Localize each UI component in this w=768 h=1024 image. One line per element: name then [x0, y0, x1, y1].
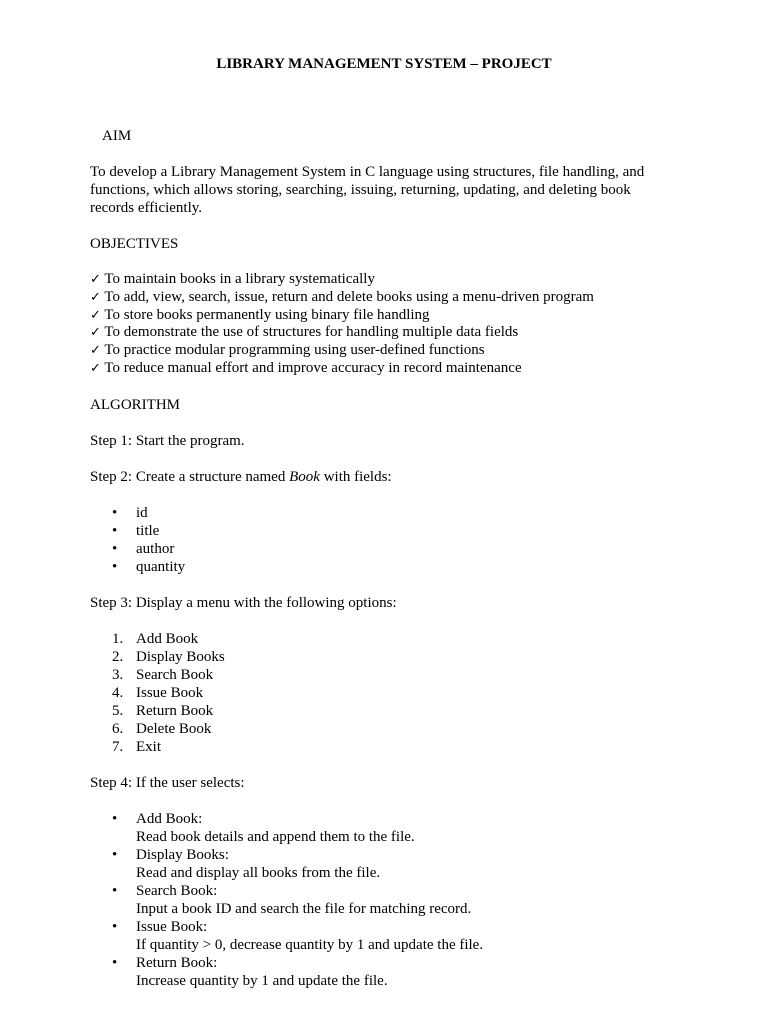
menu-option-text: Search Book — [136, 666, 214, 683]
list-item: • id — [90, 504, 660, 522]
objective-item — [90, 342, 660, 360]
action-label: Return Book: — [136, 954, 218, 971]
list-item — [90, 846, 660, 882]
list-item — [90, 918, 660, 954]
objective-item — [90, 360, 660, 378]
checkmark-icon: ✓ — [90, 289, 101, 305]
menu-option-text: Add Book — [136, 630, 199, 647]
checkmark-icon: ✓ — [90, 325, 101, 341]
aim-paragraph: To develop a Library Management System in C language using structures, file handling, and functions, which allows storing, searching, issuing, returning, updating, and deleting book records efficiently. — [90, 164, 645, 216]
list-item — [90, 882, 660, 918]
objective-text: To maintain books in a library systematically — [104, 271, 375, 287]
list-item — [90, 684, 660, 702]
checkmark-icon: ✓ — [90, 343, 101, 359]
list-item: • author — [90, 540, 660, 558]
list-number: 4. — [112, 684, 124, 701]
action-description: Input a book ID and search the file for matching record. — [136, 900, 472, 917]
action-label: Display Books: — [136, 846, 229, 863]
list-number: 5. — [112, 702, 124, 719]
objective-text: To reduce manual effort and improve accuracy in record maintenance — [104, 359, 522, 376]
list-item — [90, 810, 660, 846]
menu-actions-list — [90, 810, 660, 990]
menu-option-text: Issue Book — [136, 684, 204, 701]
action-label: Search Book: — [136, 882, 218, 899]
list-item — [90, 648, 660, 666]
list-item — [90, 630, 660, 648]
list-item — [90, 702, 660, 720]
checkmark-icon: ✓ — [90, 272, 101, 287]
list-item — [90, 954, 660, 990]
step-2-struct-name: Book — [289, 468, 320, 485]
objective-item — [90, 307, 660, 325]
menu-options-list — [90, 630, 660, 756]
action-description: Increase quantity by 1 and update the file. — [136, 972, 388, 989]
step-4: Step 4: If the user selects: — [90, 774, 245, 791]
objective-text: To demonstrate the use of structures for handling multiple data fields — [104, 324, 519, 341]
step-2 — [90, 468, 660, 486]
list-number: 3. — [112, 666, 124, 683]
objectives-heading: OBJECTIVES — [90, 236, 179, 252]
checkmark-icon: ✓ — [90, 360, 101, 376]
list-item — [90, 666, 660, 684]
action-description: Read book details and append them to the file. — [136, 828, 415, 845]
action-label: Issue Book: — [136, 918, 208, 935]
menu-option-text: Delete Book — [136, 720, 212, 737]
list-number: 2. — [112, 648, 124, 665]
step-2-prefix: Step 2: Create a structure named — [90, 468, 290, 485]
step-3: Step 3: Display a menu with the following options: — [90, 594, 397, 611]
list-number: 7. — [112, 738, 124, 755]
action-description: Read and display all books from the file. — [136, 864, 381, 881]
algorithm-heading: ALGORITHM — [90, 396, 180, 413]
objective-item — [90, 324, 660, 342]
document-body — [90, 163, 660, 1008]
step-2-suffix: with fields: — [319, 468, 392, 485]
menu-option-text: Return Book — [136, 702, 214, 719]
list-item: • quantity — [90, 558, 660, 576]
menu-option-text: Exit — [136, 738, 161, 755]
struct-fields-list — [90, 504, 660, 576]
list-item: • title — [90, 522, 660, 540]
list-number: 6. — [112, 720, 124, 737]
checkmark-icon: ✓ — [90, 307, 101, 323]
list-item — [90, 720, 660, 738]
action-label: Add Book: — [136, 810, 203, 827]
list-number: 1. — [112, 630, 124, 647]
objectives-list — [90, 271, 660, 378]
aim-heading: AIM — [102, 128, 132, 144]
objective-text: To practice modular programming using user-defined functions — [104, 342, 485, 359]
action-description: If quantity > 0, decrease quantity by 1 and update the file. — [136, 936, 484, 953]
objective-item — [90, 289, 660, 307]
objective-item — [90, 271, 660, 289]
document-title: LIBRARY MANAGEMENT SYSTEM – PROJECT — [216, 56, 552, 72]
list-item — [90, 738, 660, 756]
menu-option-text: Display Books — [136, 648, 225, 665]
objective-text: To store books permanently using binary file handling — [104, 306, 430, 323]
step-1: Step 1: Start the program. — [90, 432, 245, 449]
objective-text: To add, view, search, issue, return and delete books using a menu-driven program — [104, 288, 594, 305]
